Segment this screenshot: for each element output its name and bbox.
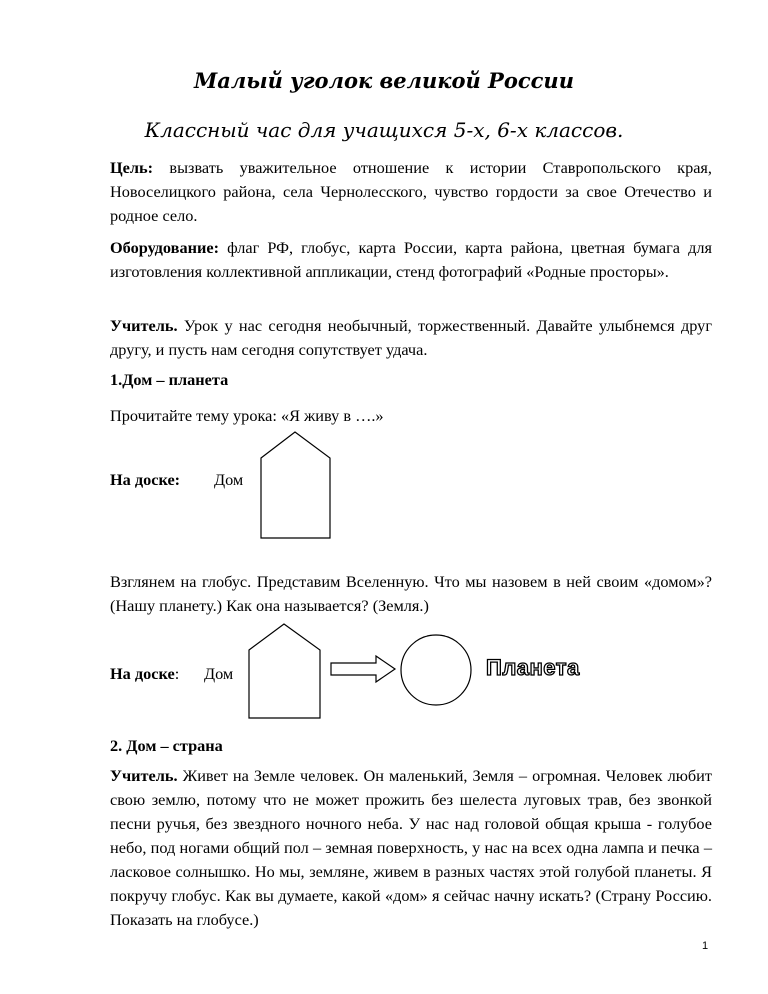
goal-text: вызвать уважительное отношение к истории Ставропольского края, Новоселицкого района, села Чернолесского, чувство гордости за свое Отечество и родное село.	[110, 158, 712, 225]
globe-paragraph: Взглянем на глобус. Представим Вселенную. Что мы назовем в ней своим «домом»? (Нашу планету.) Как она называется? (Земля.)	[110, 572, 712, 615]
page-number: 1	[702, 940, 709, 952]
goal-label: Цель:	[110, 158, 154, 177]
section1-prompt: Прочитайте тему урока: «Я живу в ….»	[110, 406, 384, 425]
section1-heading: 1.Дом – планета	[110, 370, 229, 389]
arrow-shape	[331, 656, 395, 682]
board1-label: На доске:	[110, 470, 181, 489]
page-title: Малый уголок великой России	[194, 68, 574, 93]
section2-heading: 2. Дом – страна	[110, 736, 223, 755]
intro-label: Учитель.	[110, 316, 178, 335]
house-shape-1	[261, 432, 330, 538]
planet-wordart: Планета	[486, 655, 580, 680]
section2-label: Учитель.	[110, 766, 178, 785]
equipment-text: флаг РФ, глобус, карта России, карта района, цветная бумага для изготовления коллективной аппликации, стенд фотографий «Родные просторы».	[110, 238, 712, 281]
planet-circle	[401, 635, 471, 705]
board1-word: Дом	[214, 470, 244, 489]
section2-text: Живет на Земле человек. Он маленький, Земля – огромная. Человек любит свою землю, потому что не может прожить без шелеста луговых трав, без звонкой песни ручья, без звездного ночного неба. У нас над головой общая крыша - голубое небо, под ногами общий пол – земная поверхность, у нас на всех одна лампа и печка – ласковое солнышко. Но мы, земляне, живем в разных частях этой голубой планеты. Я покручу глобус. Как вы думаете, какой «дом» я сейчас начну искать? (Страну Россию. Показать на глобусе.)	[110, 766, 712, 929]
page-subtitle: Классный час для учащихся 5-х, 6-х классов.	[144, 118, 624, 142]
intro-text: Урок у нас сегодня необычный, торжественный. Давайте улыбнемся друг другу, и пусть нам сегодня сопутствует удача.	[110, 316, 712, 359]
board2-word: Дом	[204, 664, 234, 683]
board2-label: На доске:	[110, 664, 180, 683]
house-shape-2	[249, 624, 320, 718]
equipment-label: Оборудование:	[110, 238, 219, 257]
section2-paragraph	[110, 764, 712, 932]
